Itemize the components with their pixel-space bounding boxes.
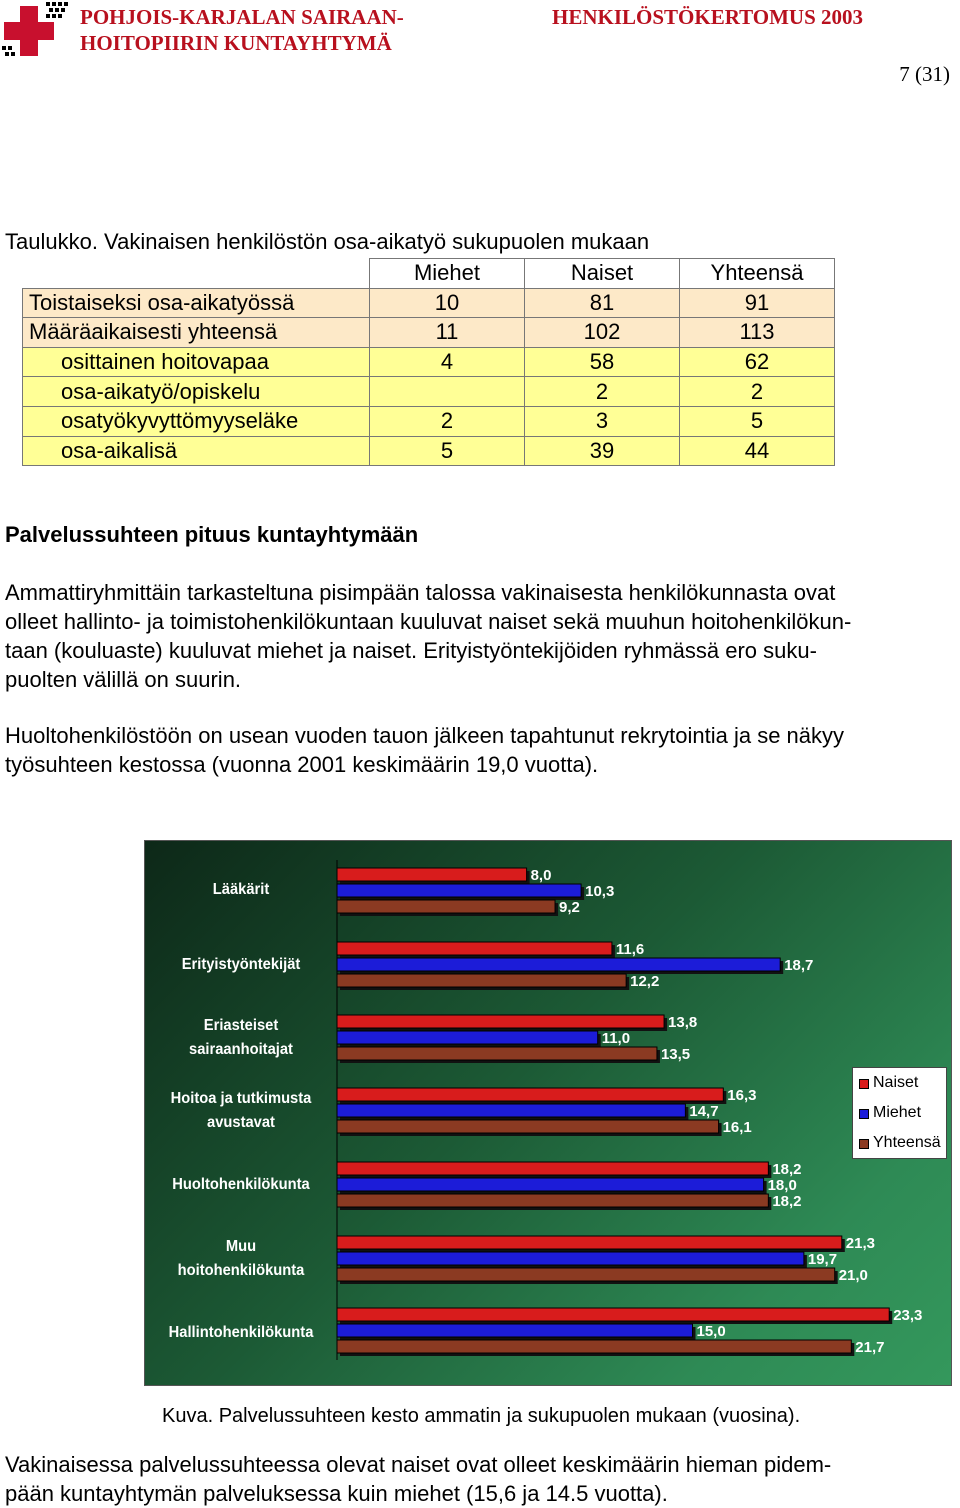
column-header: Naiset xyxy=(525,259,680,289)
category-label-line: Hallintohenkilökunta xyxy=(168,1324,314,1341)
table-cell xyxy=(370,377,525,407)
bar-miehet xyxy=(337,1104,685,1117)
row-label: osatyökyvyttömyyseläke xyxy=(23,406,370,436)
table-cell: 113 xyxy=(680,318,835,348)
category-label-line: avustavat xyxy=(207,1114,275,1131)
text-line: puolten välillä on suurin. xyxy=(5,667,242,692)
section-heading: Palvelussuhteen pituus kuntayhtymään xyxy=(5,522,419,547)
bar-yhteensa xyxy=(337,1120,719,1133)
bar-naiset xyxy=(337,1015,664,1028)
text-line: pään kuntayhtymän palveluksessa kuin miehet (15,6 ja 14.5 vuotta). xyxy=(5,1481,668,1506)
legend-label: Naiset xyxy=(873,1074,919,1091)
category-label xyxy=(159,1014,323,1062)
table-row xyxy=(23,436,835,466)
table-row xyxy=(23,406,835,436)
bar-naiset xyxy=(337,1308,889,1321)
category-label xyxy=(159,1087,323,1135)
text-line: Vakinaisessa palvelussuhteessa olevat naiset ovat olleet keskimäärin hieman pidem- xyxy=(5,1452,832,1477)
table-cell: 81 xyxy=(525,288,680,318)
category-label xyxy=(159,878,323,902)
table-row xyxy=(23,288,835,318)
legend-label: Yhteensä xyxy=(873,1134,941,1151)
legend-label: Miehet xyxy=(873,1104,922,1121)
table-cell: 2 xyxy=(525,377,680,407)
bar-yhteensa xyxy=(337,1047,657,1060)
data-label: 16,1 xyxy=(722,1119,752,1136)
data-label: 16,3 xyxy=(727,1087,757,1104)
data-label: 12,2 xyxy=(630,973,660,990)
table-caption: Taulukko. Vakinaisen henkilöstön osa-aikatyö sukupuolen mukaan xyxy=(5,229,650,254)
data-label: 21,7 xyxy=(855,1339,885,1356)
table-cell: 4 xyxy=(370,347,525,377)
table-cell: 3 xyxy=(525,406,680,436)
category-label xyxy=(159,1235,323,1283)
category-label xyxy=(159,953,323,977)
table-cell: 10 xyxy=(370,288,525,318)
bar-naiset xyxy=(337,1162,768,1175)
table-row xyxy=(23,318,835,348)
table-cell: 2 xyxy=(370,406,525,436)
data-label: 23,3 xyxy=(893,1307,923,1324)
legend-swatch xyxy=(859,1109,869,1119)
data-label: 21,3 xyxy=(845,1235,876,1252)
table-cell: 58 xyxy=(525,347,680,377)
legend-swatch xyxy=(859,1139,869,1149)
bar-miehet xyxy=(337,958,780,971)
bar-naiset xyxy=(337,868,527,881)
table-cell: 11 xyxy=(370,318,525,348)
table-cell: 91 xyxy=(680,288,835,318)
data-label: 9,2 xyxy=(559,899,580,916)
data-label: 10,3 xyxy=(585,883,615,900)
category-label-line: hoitohenkilökunta xyxy=(177,1262,305,1279)
data-label: 15,0 xyxy=(696,1323,726,1340)
text-line: Ammattiryhmittäin tarkasteltuna pisimpään talossa vakinaisesta henkilökunnasta ovat xyxy=(5,580,836,605)
bar-miehet xyxy=(337,1252,804,1265)
bar-naiset xyxy=(337,942,612,955)
data-label: 18,7 xyxy=(784,957,814,974)
bar-yhteensa xyxy=(337,1194,768,1207)
category-label-line: Hoitoa ja tutkimusta xyxy=(170,1090,312,1107)
table-cell: 39 xyxy=(525,436,680,466)
row-label: osa-aikatyö/opiskelu xyxy=(23,377,370,407)
column-header: Yhteensä xyxy=(680,259,835,289)
bar-naiset xyxy=(337,1236,842,1249)
bar-miehet xyxy=(337,1031,598,1044)
category-label xyxy=(159,1321,323,1345)
table-cell: 5 xyxy=(370,436,525,466)
bar-yhteensa xyxy=(337,1340,851,1353)
table-row xyxy=(23,377,835,407)
paragraph-1 xyxy=(5,578,955,694)
category-label-line: Erityistyöntekijät xyxy=(181,956,301,973)
bar-miehet xyxy=(337,884,581,897)
data-label: 11,6 xyxy=(615,941,645,958)
text-line: taan (kouluaste) kuuluvat miehet ja naiset. Erityistyöntekijöiden ryhmässä ero suku- xyxy=(5,638,817,663)
data-label: 13,5 xyxy=(660,1046,691,1063)
table-cell: 62 xyxy=(680,347,835,377)
data-label: 14,7 xyxy=(689,1103,719,1120)
part-time-table xyxy=(22,258,835,466)
org-line-2: HOITOPIIRIN KUNTAYHTYMÄ xyxy=(80,31,392,55)
data-label: 13,8 xyxy=(668,1014,698,1031)
page-number: 7 (31) xyxy=(899,62,950,86)
org-line-1: POHJOIS-KARJALAN SAIRAAN- xyxy=(80,5,404,29)
row-label: osittainen hoitovapaa xyxy=(23,347,370,377)
table-cell: 5 xyxy=(680,406,835,436)
chart-legend xyxy=(852,1067,947,1159)
row-label: osa-aikalisä xyxy=(23,436,370,466)
data-label: 11,0 xyxy=(601,1030,631,1047)
bar-naiset xyxy=(337,1088,723,1101)
organization-name xyxy=(80,4,404,56)
category-label-line: sairaanhoitajat xyxy=(189,1041,293,1058)
text-line: olleet hallinto- ja toimistohenkilökuntaan kuuluvat naiset sekä muuhun hoitohenkilökun- xyxy=(5,609,852,634)
bar-miehet xyxy=(337,1324,693,1337)
category-label-line: Lääkärit xyxy=(212,881,270,898)
table-cell: 2 xyxy=(680,377,835,407)
table-corner-cell xyxy=(23,259,370,289)
category-label xyxy=(159,1173,323,1197)
legend-swatch xyxy=(859,1079,869,1089)
bar-yhteensa xyxy=(337,974,626,987)
closing-paragraph xyxy=(5,1450,955,1508)
bar-yhteensa xyxy=(337,1268,835,1281)
bar-miehet xyxy=(337,1178,764,1191)
bar-yhteensa xyxy=(337,900,555,913)
category-label-line: Eriasteiset xyxy=(203,1017,279,1034)
table-row xyxy=(23,347,835,377)
data-label: 21,0 xyxy=(838,1267,868,1284)
table-cell: 44 xyxy=(680,436,835,466)
text-line: Huoltohenkilöstöön on usean vuoden tauon jälkeen tapahtunut rekrytointia ja se näkyy xyxy=(5,723,845,748)
category-label-line: Huoltohenkilökunta xyxy=(172,1176,310,1193)
data-label: 18,2 xyxy=(772,1161,802,1178)
row-label: Toistaiseksi osa-aikatyössä xyxy=(23,288,370,318)
data-label: 18,0 xyxy=(767,1177,797,1194)
data-label: 8,0 xyxy=(530,867,552,884)
text-line: työsuhteen kestossa (vuonna 2001 keskimäärin 19,0 vuotta). xyxy=(5,752,599,777)
data-label: 19,7 xyxy=(807,1251,838,1268)
paragraph-2 xyxy=(5,721,955,779)
column-header: Miehet xyxy=(370,259,525,289)
category-label-line: Muu xyxy=(225,1238,257,1255)
row-label: Määräaikaisesti yhteensä xyxy=(23,318,370,348)
document-title: HENKILÖSTÖKERTOMUS 2003 xyxy=(552,5,864,29)
table-header-row xyxy=(23,259,835,289)
figure-caption: Kuva. Palvelussuhteen kesto ammatin ja sukupuolen mukaan (vuosina). xyxy=(162,1405,801,1427)
table-cell: 102 xyxy=(525,318,680,348)
data-label: 18,2 xyxy=(772,1193,802,1210)
red-cross-logo xyxy=(2,2,70,60)
